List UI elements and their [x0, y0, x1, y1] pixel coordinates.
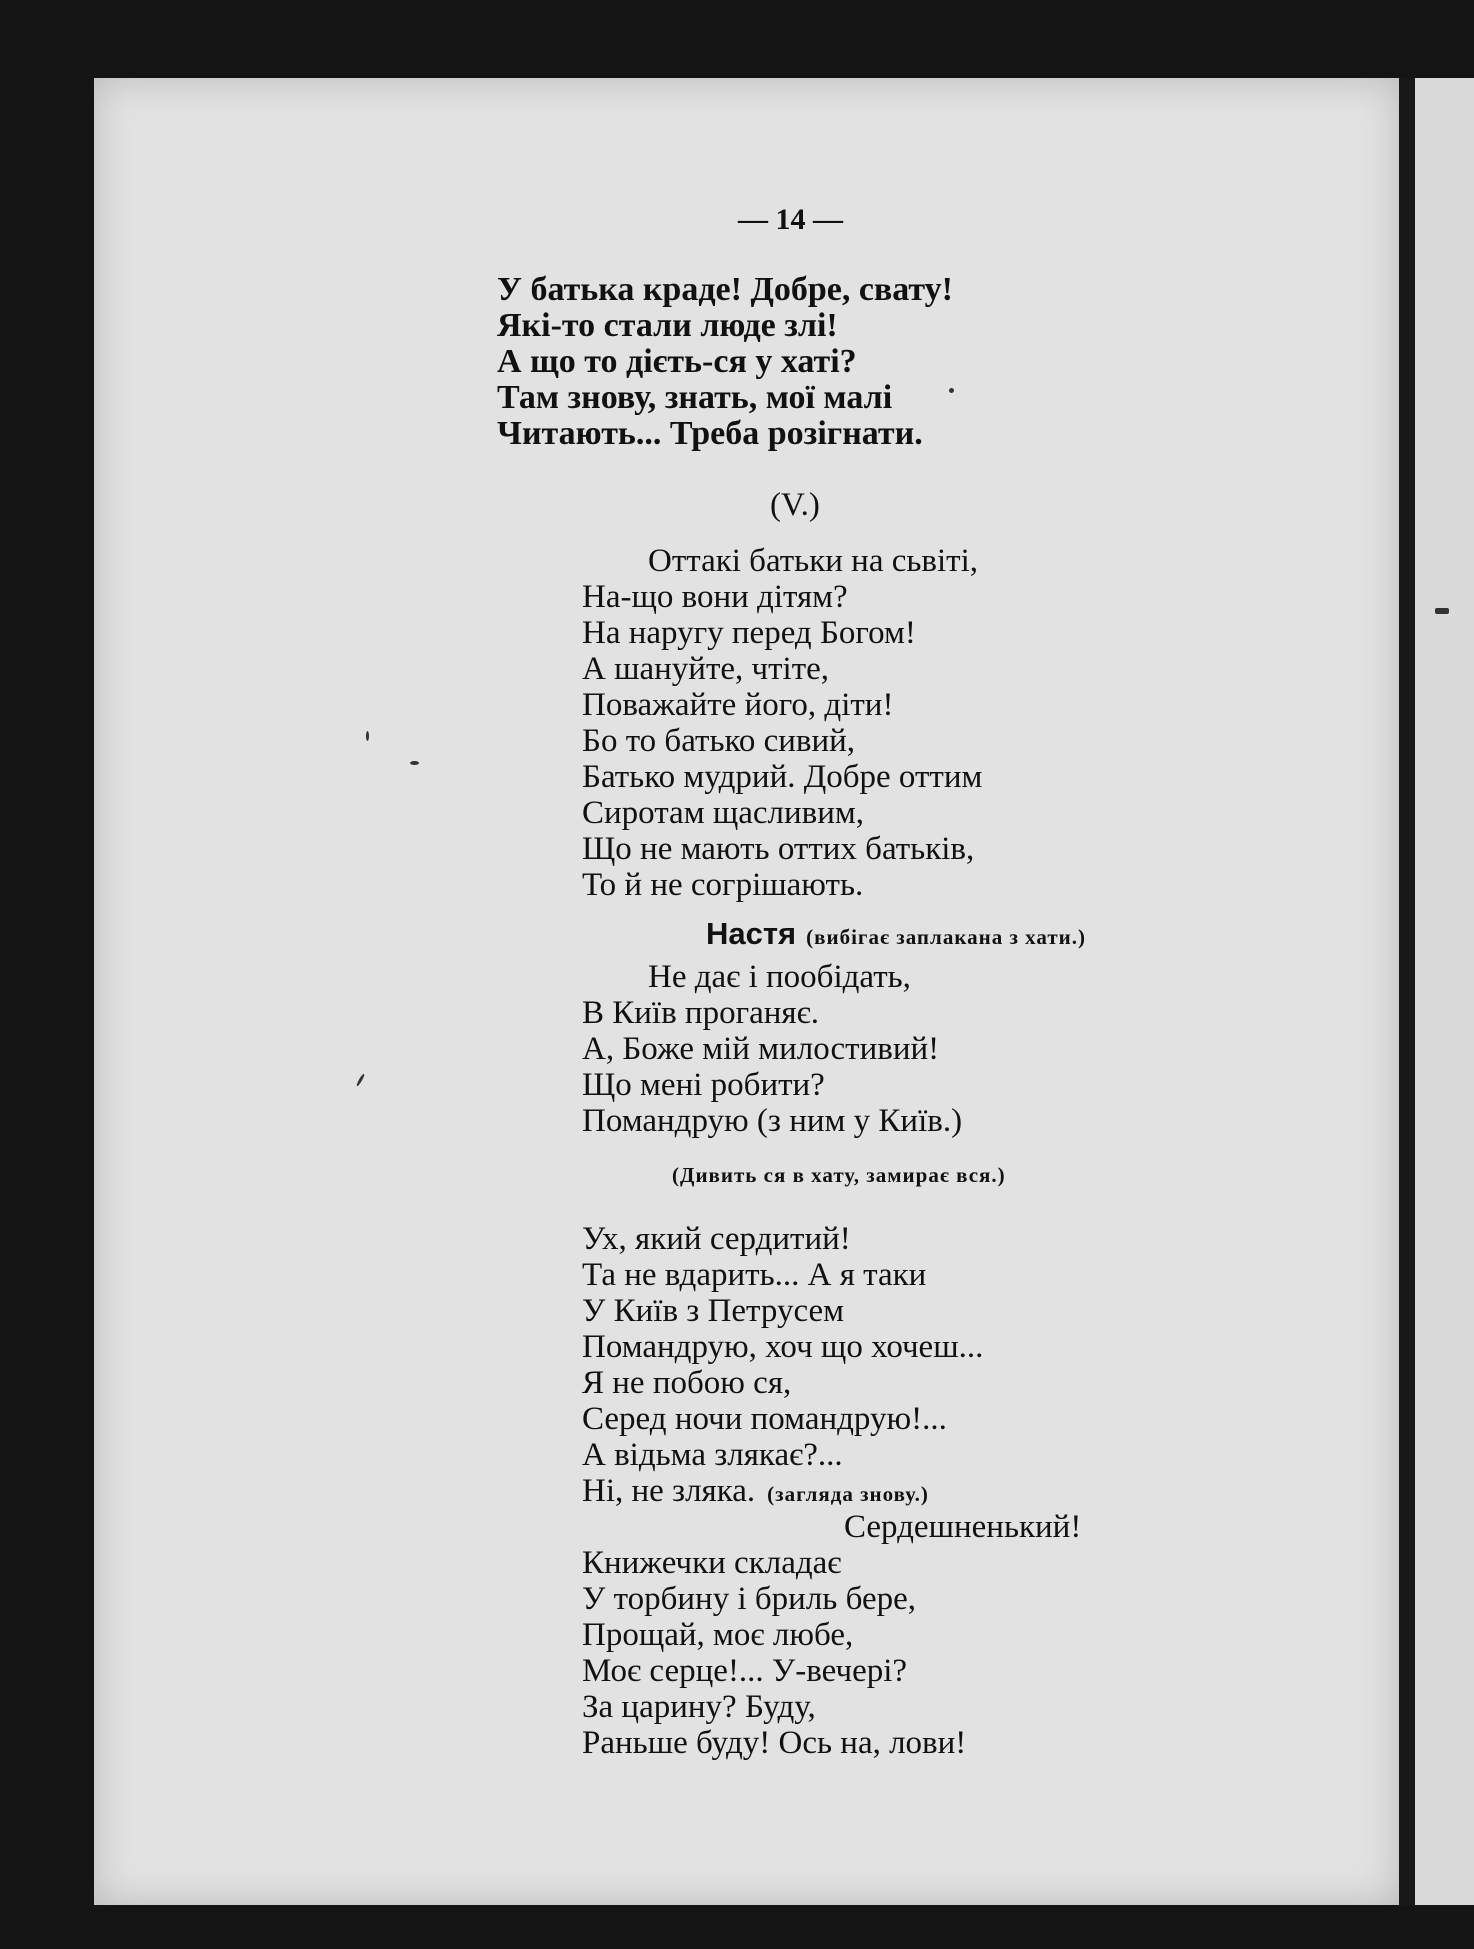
stage-direction: (Дивить ся в хату, замирає вся.)	[672, 1163, 1006, 1187]
speaker-direction: (вибігає заплакана з хати.)	[806, 925, 1086, 949]
page-number: — 14 —	[738, 203, 843, 236]
section-heading: (V.)	[770, 487, 820, 523]
stanza1-line: А що то дієть-ся у хаті?	[497, 343, 857, 380]
stanza1-line: Читають... Треба розігнати.	[497, 415, 923, 452]
stanza3-line: Помандрую (з ним у Київ.)	[582, 1103, 963, 1139]
line-direction: (загляда знову.)	[767, 1482, 929, 1506]
stanza2-line: А шануйте, чтіте,	[582, 651, 830, 687]
line-with-direction	[582, 1475, 929, 1508]
stanza2-line: Батько мудрий. Добре оттим	[582, 759, 983, 795]
stanza2-line: На-що вони дітям?	[582, 579, 848, 615]
scan-speck	[356, 1073, 366, 1087]
stanza5-line: Раньше буду! Ось на, лови!	[582, 1725, 967, 1761]
page-gutter	[1399, 78, 1415, 1905]
stanza5-line: Моє серце!... У-вечері?	[582, 1653, 908, 1689]
stanza2-line: Бо то батько сивий,	[582, 723, 856, 759]
stanza3-line: Не дає і пообідать,	[648, 959, 911, 995]
indented-line: Сердешненький!	[844, 1509, 1082, 1545]
stanza2-line: На наругу перед Богом!	[582, 615, 916, 651]
stanza4-line: Ух, який сердитий!	[582, 1221, 851, 1257]
stanza5-line: За царину? Буду,	[582, 1689, 816, 1725]
stanza2-line: Сиротам щасливим,	[582, 795, 865, 831]
speaker-name: Настя	[706, 916, 797, 951]
stanza4-line: А відьма злякає?...	[582, 1437, 843, 1473]
adjacent-page-edge	[1415, 78, 1474, 1905]
stanza4-line: Та не вдарить... А я таки	[582, 1257, 927, 1293]
stanza5-line: У торбину і бриль бере,	[582, 1581, 916, 1617]
stanza1-line: Які-то стали люде злі!	[497, 307, 838, 344]
stanza1-line: Там знову, знать, мої малі	[497, 379, 893, 416]
stanza5-line: Прощай, моє любе,	[582, 1617, 854, 1653]
line-text: Ні, не зляка.	[582, 1473, 756, 1509]
stanza3-line: А, Боже мій милостивий!	[582, 1031, 940, 1067]
stanza4-line: У Київ з Петрусем	[582, 1293, 845, 1329]
stanza3-line: Що мені робити?	[582, 1067, 825, 1103]
stanza4-line: Я не побою ся,	[582, 1365, 792, 1401]
stanza3-line: В Київ проганяє.	[582, 995, 820, 1031]
scan-speck	[410, 761, 419, 765]
stanza2-line: Що не мають оттих батьків,	[582, 831, 975, 867]
stanza2-line: То й не согрішають.	[582, 867, 864, 903]
scan-speck	[366, 731, 369, 741]
stanza5-line: Книжечки складає	[582, 1545, 842, 1581]
stanza4-line: Помандрую, хоч що хочеш...	[582, 1329, 984, 1365]
stanza1-line: У батька краде! Добре, свату!	[497, 271, 953, 308]
stanza4-line: Серед ночи помандрую!...	[582, 1401, 947, 1437]
scan-speck	[949, 388, 954, 393]
scan-speck	[1435, 608, 1449, 614]
stanza2-line: Поважайте його, діти!	[582, 687, 894, 723]
book-page	[94, 78, 1399, 1905]
stanza2-line: Оттакі батьки на сьвіті,	[648, 543, 979, 579]
speaker-line	[706, 918, 1086, 949]
